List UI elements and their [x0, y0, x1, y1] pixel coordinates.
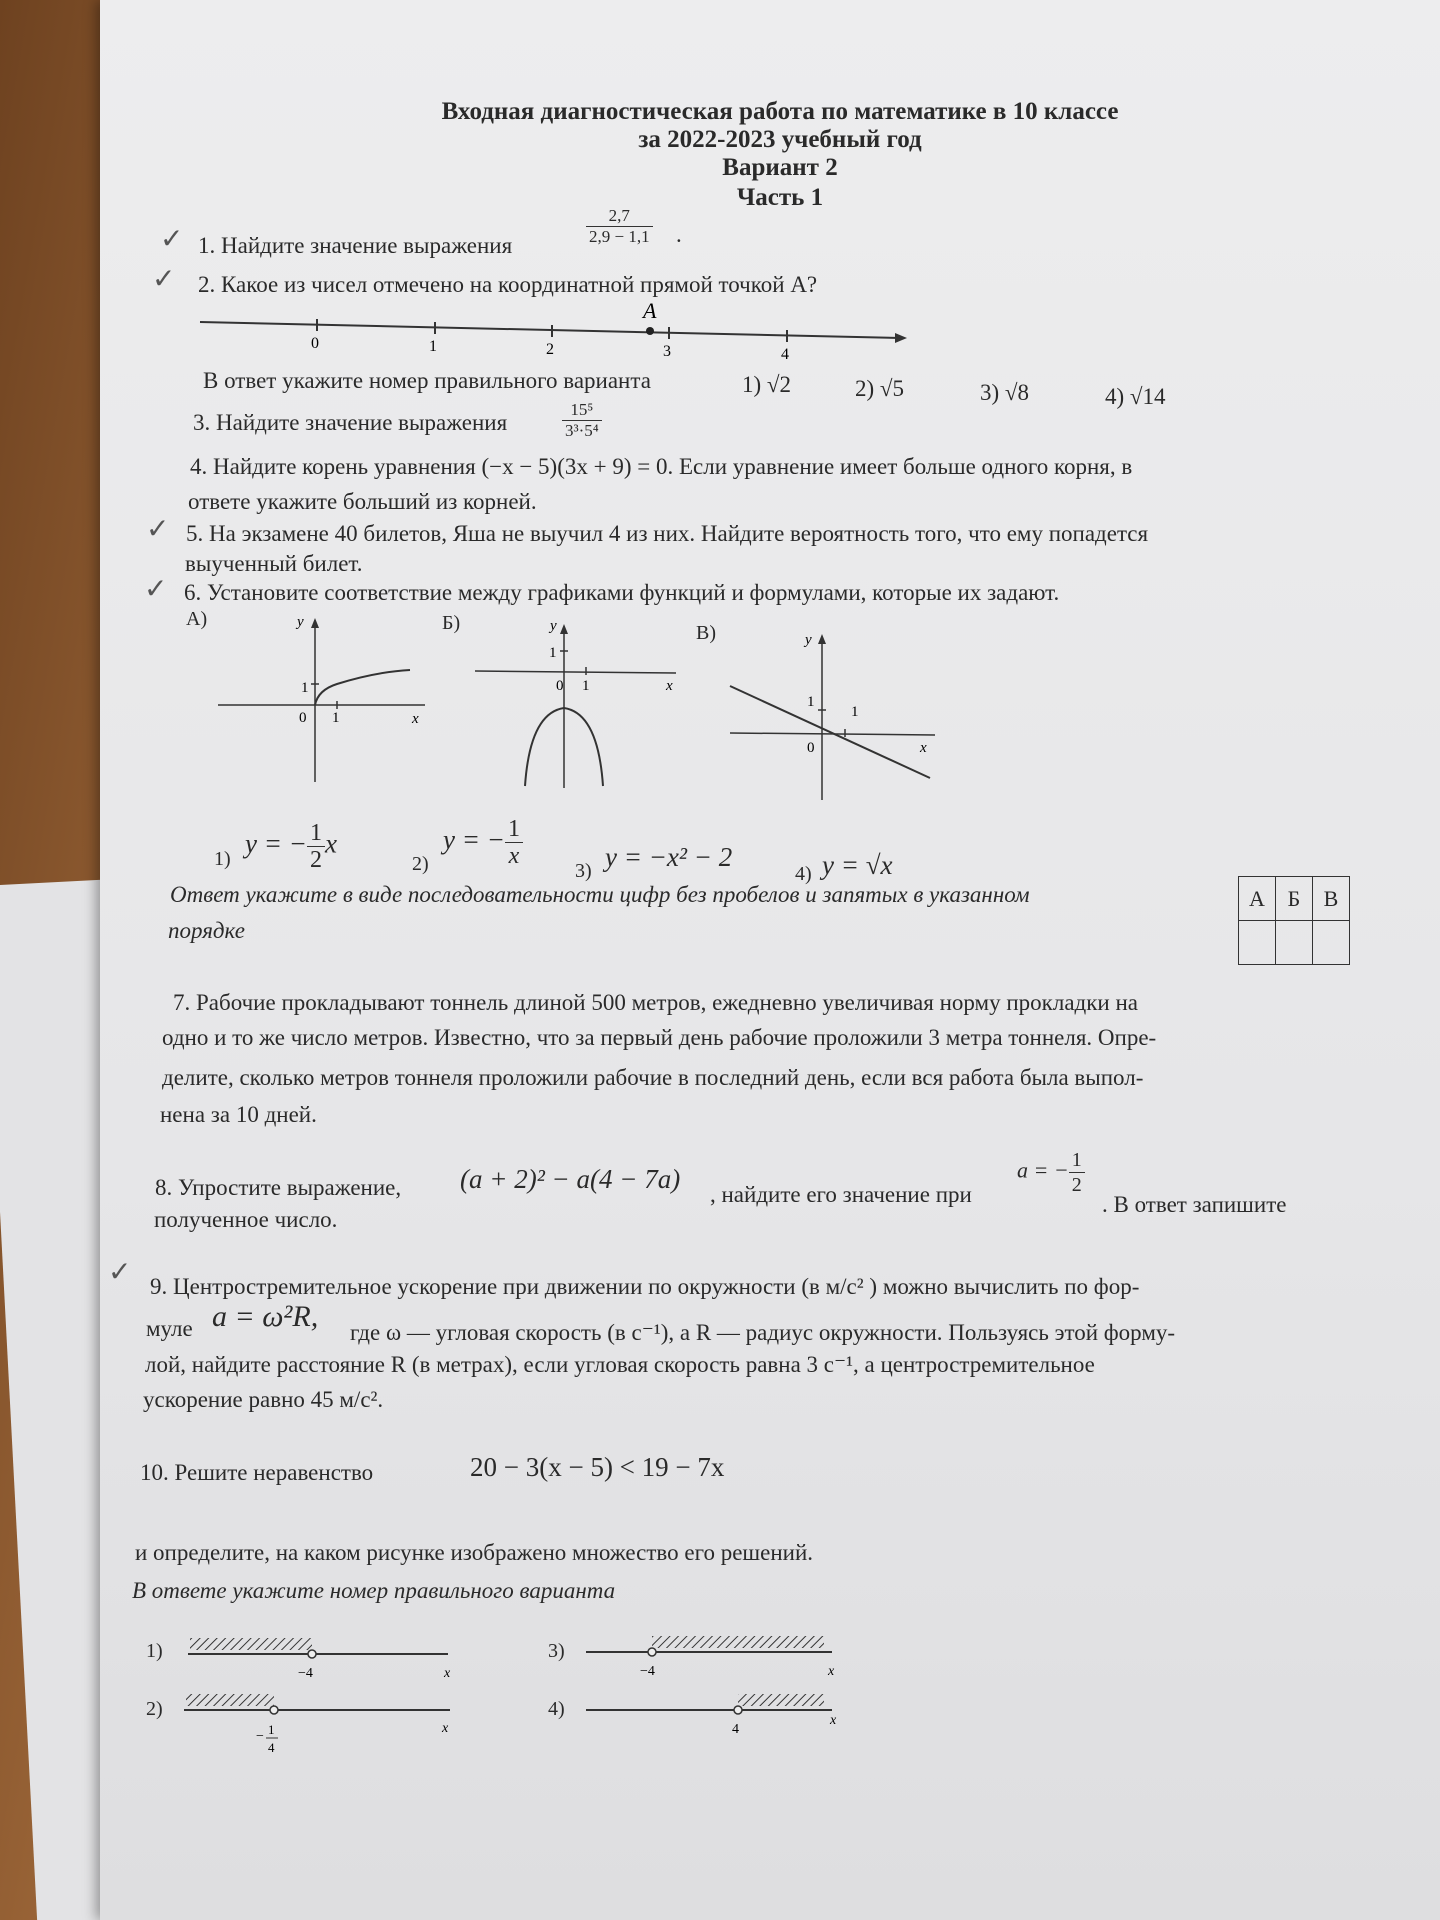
variant-title: Вариант 2: [722, 154, 838, 181]
q2-option-4: 4) √14: [1105, 384, 1166, 409]
q10-option-3-x-label: x: [828, 1664, 835, 1679]
q10-line-2: и определите, на каком рисунке изображено множество его решений.: [135, 1540, 814, 1565]
check-mark-q9: ✓: [108, 1255, 132, 1288]
q2-text: 2. Какое из чисел отмечено на координатной прямой точкой А?: [198, 272, 818, 297]
check-mark-q5: ✓: [146, 512, 170, 545]
q6-instruction-line-1: Ответ укажите в виде последовательности цифр без пробелов и запятых в указанном: [170, 882, 1030, 907]
graph-b-origin: 0: [556, 678, 564, 694]
q10-text: 10. Решите неравенство: [140, 1460, 374, 1485]
formula-1-denominator: 2: [309, 847, 322, 873]
graph-a-sqrt: [215, 612, 430, 787]
q8-mid-text: , найдите его значение при: [710, 1182, 972, 1207]
q4-line-2: ответе укажите больший из корней.: [188, 489, 537, 514]
formula-4-number: 4): [795, 863, 812, 885]
q10-option-3-number: 3): [548, 1640, 565, 1662]
graph-c-line: [725, 628, 940, 803]
q10-option-2-label: −: [256, 1729, 264, 1744]
graph-b-tick-y: 1: [549, 645, 557, 661]
q10-option-4-diagram: [582, 1688, 852, 1738]
q7-line-1: 7. Рабочие прокладывают тоннель длиной 500 метров, ежедневно увеличивая норму прокладки на: [173, 990, 1138, 1015]
q10-option-2-number: 2): [146, 1698, 163, 1720]
q4-line-1: 4. Найдите корень уравнения (−x − 5)(3x + 9) = 0. Если уравнение имеет больше одного корня, в: [190, 454, 1133, 479]
q8-condition-lhs: a = −: [1017, 1157, 1069, 1183]
q10-option-1-diagram: [180, 1632, 460, 1682]
q10-line-3: В ответе укажите номер правильного варианта: [132, 1578, 616, 1603]
q10-option-1-label: −4: [298, 1666, 313, 1681]
formula-4: y = √x: [822, 850, 893, 880]
graph-a-x-label: x: [412, 711, 419, 727]
formula-1-number: 1): [214, 848, 231, 870]
graph-c-curve: [730, 686, 930, 778]
q10-option-3-diagram: [582, 1630, 852, 1680]
q1-numerator: 2,7: [586, 206, 653, 227]
q3-text: 3. Найдите значение выражения: [193, 410, 508, 435]
formula-1-lhs: y = −: [245, 828, 307, 859]
answer-cell-a[interactable]: [1239, 921, 1276, 965]
q10-option-1-x-label: x: [444, 1666, 451, 1681]
q7-line-4: нена за 10 дней.: [160, 1102, 317, 1127]
q7-line-3: делите, сколько метров тоннеля проложили рабочие в последний день, если вся работа была выпол-: [162, 1065, 1144, 1090]
q9-line-1: 9. Центростремительное ускорение при движении по окружности (в м/с² ) можно вычислить по фор-: [150, 1274, 1140, 1299]
formula-3: y = −x² − 2: [605, 842, 733, 872]
check-mark-q1: ✓: [160, 222, 184, 255]
q10-option-4-number: 4): [548, 1698, 565, 1720]
q10-option-4-x-label: x: [830, 1713, 837, 1728]
q9-line-2-start: муле: [146, 1316, 193, 1341]
q2-answer-prompt: В ответ укажите номер правильного варианта: [203, 368, 651, 393]
q5-line-1: 5. На экзамене 40 билетов, Яша не выучил 4 из них. Найдите вероятность того, что ему попадется: [186, 521, 1149, 546]
answer-header-b: Б: [1276, 877, 1313, 921]
q1-period: .: [676, 222, 682, 247]
q2-option-2: 2) √5: [855, 376, 905, 401]
q1-fraction: [586, 206, 653, 247]
formula-2: [443, 816, 523, 869]
title-line-1: Входная диагностическая работа по математике в 10 классе: [441, 98, 1119, 125]
answer-header-v: В: [1313, 877, 1350, 921]
q8-condition-denominator: 2: [1071, 1174, 1082, 1196]
q1-denominator: 2,9 − 1,1: [589, 227, 650, 246]
point-a-label: A: [643, 300, 657, 323]
answer-cell-b[interactable]: [1276, 921, 1313, 965]
graph-c-tick-y: 1: [807, 694, 815, 710]
q8-tail: . В ответ запишите: [1102, 1192, 1287, 1217]
q1-text: 1. Найдите значение выражения: [198, 233, 513, 258]
graph-c-tick-x: 1: [851, 704, 859, 720]
graph-c-x-label: x: [920, 740, 927, 756]
formula-2-denominator: x: [508, 843, 520, 869]
graph-a-curve: [315, 670, 410, 705]
graph-a-y-label: y: [297, 614, 304, 630]
q8-text: 8. Упростите выражение,: [155, 1175, 402, 1200]
graph-b-x-label: x: [666, 678, 673, 694]
q10-option-2-x-label: x: [442, 1721, 449, 1736]
graph-b-parabola: [470, 618, 685, 793]
q9-line-2-end: где ω — угловая скорость (в с⁻¹), а R — радиус окружности. Пользуясь этой форму-: [350, 1320, 1176, 1345]
q6-instruction-line-2: порядке: [168, 918, 245, 943]
tick-label-0: 0: [311, 335, 319, 352]
check-mark-q2: ✓: [152, 262, 176, 295]
formula-1: [245, 820, 337, 873]
q7-line-2: одно и то же число метров. Известно, что за первый день рабочие проложили 3 метра тоннеля. Опре-: [162, 1025, 1157, 1050]
formula-2-lhs: y = −: [443, 824, 505, 855]
formula-2-fraction: [505, 816, 523, 869]
q3-fraction: [562, 400, 602, 441]
q8-condition-fraction: [1069, 1148, 1085, 1197]
graph-b-label: Б): [442, 612, 461, 634]
q2-option-1: 1) √2: [742, 372, 792, 397]
q10-option-2-diagram: [180, 1688, 460, 1768]
q9-line-4: ускорение равно 45 м/с².: [143, 1387, 384, 1412]
q5-line-2: выученный билет.: [185, 551, 363, 576]
q2-option-3: 3) √8: [980, 380, 1030, 405]
q10-option-2-denominator: 4: [268, 1740, 275, 1755]
answer-cell-v[interactable]: [1313, 921, 1350, 965]
part-title: Часть 1: [736, 184, 824, 211]
tick-label-4: 4: [781, 346, 789, 360]
formula-2-number: 2): [412, 853, 429, 875]
formula-2-numerator: 1: [505, 816, 523, 843]
q3-numerator: 15⁵: [562, 400, 602, 421]
graph-c-label: В): [696, 622, 716, 644]
q9-formula: a = ω²R,: [212, 1300, 319, 1333]
graph-b-y-label: y: [550, 618, 557, 634]
graph-a-tick-x: 1: [332, 710, 340, 726]
q9-line-3: лой, найдите расстояние R (в метрах), если угловая скорость равна 3 с⁻¹, а центростремительное: [145, 1352, 1095, 1377]
q10-inequality: 20 − 3(x − 5) < 19 − 7x: [470, 1452, 725, 1482]
formula-1-numerator: 1: [307, 820, 325, 847]
formula-1-fraction: [307, 820, 325, 873]
q8-expression: (a + 2)² − a(4 − 7a): [460, 1164, 681, 1194]
q10-option-2-numerator: 1: [268, 1722, 275, 1737]
check-mark-q6: ✓: [144, 572, 168, 605]
graph-c-y-label: y: [805, 632, 812, 648]
graph-a-origin: 0: [299, 710, 307, 726]
graph-b-tick-x: 1: [582, 678, 590, 694]
q6-answer-table: [1238, 876, 1350, 965]
graph-c-origin: 0: [807, 740, 815, 756]
tick-label-2: 2: [546, 341, 554, 358]
point-a-dot: [646, 327, 654, 335]
formula-1-rhs: x: [324, 828, 337, 859]
q8-line-2: полученное число.: [154, 1207, 338, 1232]
graph-a-tick-y: 1: [301, 680, 309, 696]
q8-condition: [1017, 1148, 1085, 1197]
answer-header-a: А: [1239, 877, 1276, 921]
tick-label-3: 3: [663, 343, 671, 360]
q10-option-4-label: 4: [732, 1722, 739, 1737]
q8-condition-numerator: 1: [1069, 1148, 1085, 1173]
q6-text: 6. Установите соответствие между графиками функций и формулами, которые их задают.: [184, 580, 1060, 605]
q3-denominator: 3³·5⁴: [565, 421, 599, 440]
q2-number-line: [195, 300, 915, 360]
tick-label-1: 1: [429, 338, 437, 355]
q10-option-1-number: 1): [146, 1640, 163, 1662]
q10-option-3-label: −4: [640, 1664, 655, 1679]
graph-a-label: А): [186, 608, 208, 630]
title-line-2: за 2022-2023 учебный год: [638, 126, 922, 153]
formula-3-number: 3): [575, 860, 592, 882]
